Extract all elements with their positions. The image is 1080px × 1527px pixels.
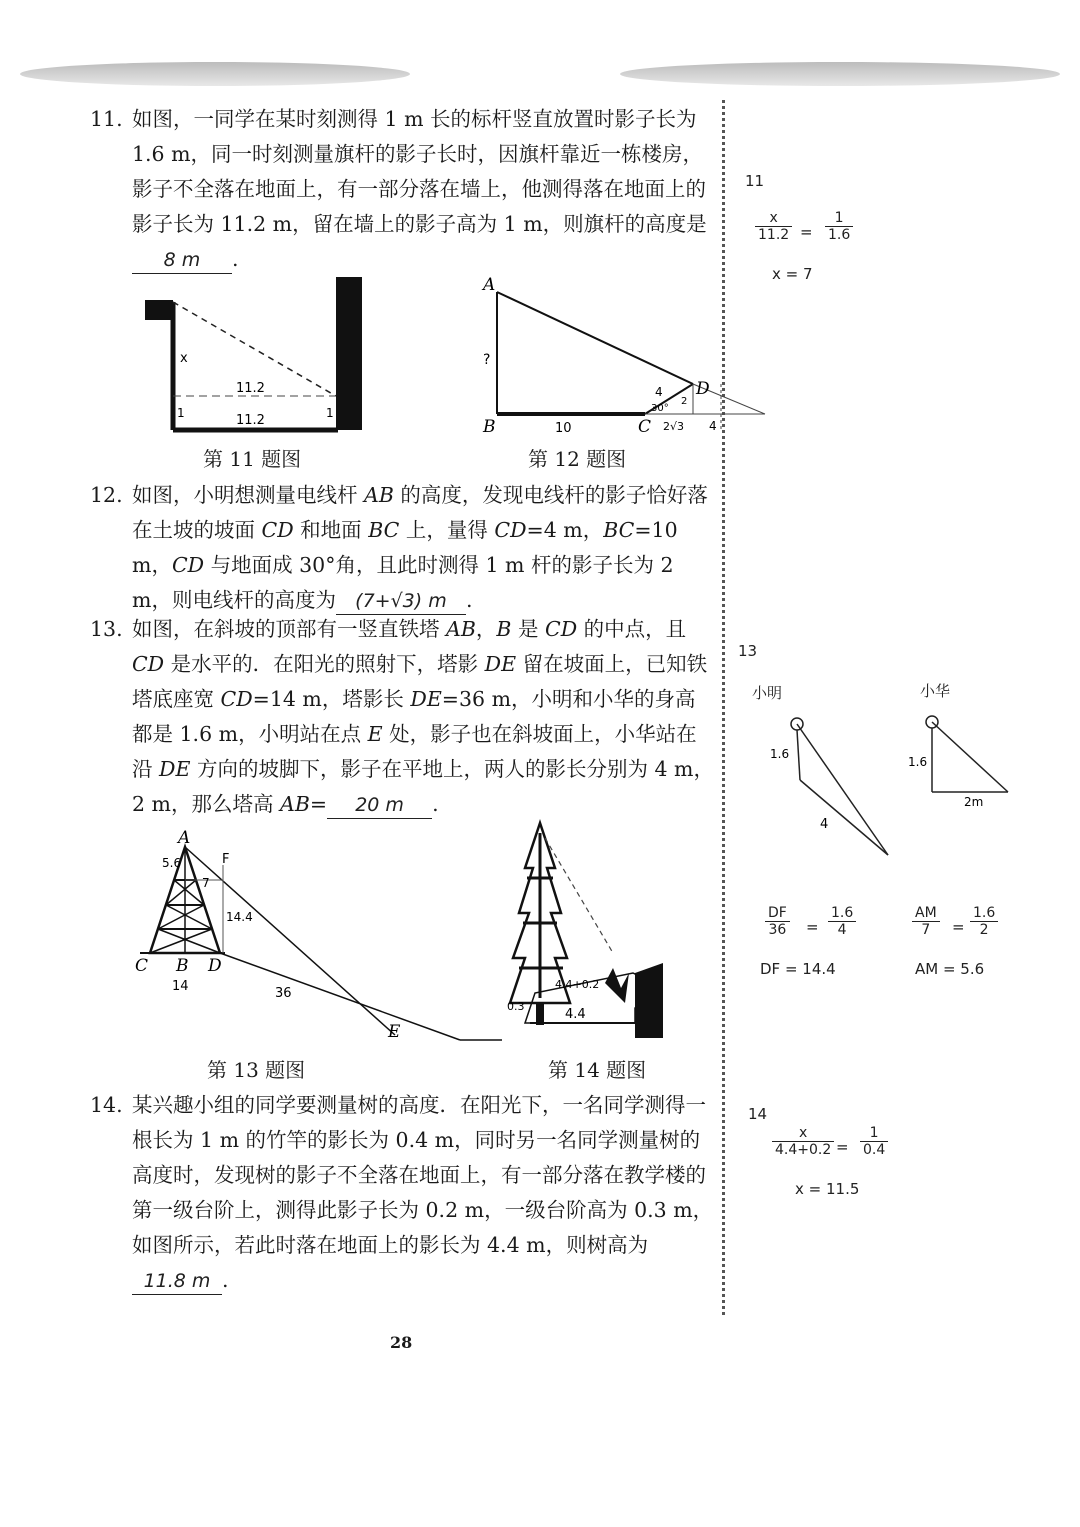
label-B: B [176,956,189,976]
note-11-2-bottom: 11.2 [236,413,265,428]
answer-blank: (7+√3) m [336,588,466,615]
label-C: C [135,956,149,976]
question-text: 如图，小明想测量电线杆 AB 的高度，发现电线杆的影子恰好落在土坡的坡面 CD 和地面 BC 上，量得 CD=4 m，BC=10 m，CD 与地面成 30°角，且此时测得 1 m 杆的影子长为 2 m，则电线杆的高度为 (7+√3) m . [132,478,715,618]
equals-sign: = [952,918,965,936]
person-body [797,730,800,780]
figure-11 [140,272,370,442]
note-14: 14 [172,979,189,994]
question-text: 如图，在斜坡的顶部有一竖直铁塔 AB，B 是 CD 的中点，且 CD 是水平的．在阳光的照射下，塔影 DE 留在坡面上，已知铁塔底座宽 CD=14 m，塔影长 DE=36 m，小明和小华的身高都是 1.6 m，小明站在点 E 处，影子也在斜坡面上，小华站在沿 DE 方向的坡脚下，影子在平地上，两人的影长分别为 4 m，2 m，那么塔高 AB= 20 m . [132,612,715,822]
margin-sketch-13 [760,710,1040,860]
fraction-numerator: 1.6 [970,905,998,922]
fraction-numerator: x [772,1125,834,1142]
margin-label-14: 14 [748,1105,768,1123]
note-14-4: 14.4 [226,910,253,924]
shadow-ray [932,722,1008,792]
question-end: . [232,247,239,271]
label-xiaohua: 小华 [920,682,951,700]
note-11-2-top: 11.2 [236,381,265,396]
note-h2: 1.6 [908,755,928,769]
margin-result: x = 11.5 [795,1180,860,1198]
question-number: 14. [90,1093,123,1117]
note-36: 36 [275,986,292,1001]
label-F: F [222,852,230,867]
question-end: . [222,1268,229,1292]
margin-result: x = 7 [772,265,813,283]
page-number: 28 [390,1333,413,1352]
note-5-6: 5.6 [162,856,182,870]
note-x: x [180,351,188,366]
fraction-denominator: 36 [768,922,787,938]
note-4-4: 4.4 [565,1007,586,1022]
fraction-denominator: 4.4+0.2 [775,1142,832,1158]
fraction-denominator: 2 [979,922,989,938]
margin-fraction [860,1125,888,1158]
ray-ad [497,292,693,384]
equals-sign: = [800,223,813,241]
margin-fraction [825,210,853,243]
tower-cross [150,929,212,953]
question-12 [90,478,715,618]
building-block [635,963,663,1038]
label-C: C [638,417,652,437]
caption-12: 第 12 题图 [528,447,627,471]
fraction-denominator: 0.4 [863,1142,886,1158]
question-end: . [432,792,439,816]
margin-fraction [772,1125,834,1158]
question-number: 11. [90,107,123,131]
note-30deg: 30° [651,403,669,414]
question-text: 某兴趣小组的同学要测量树的高度．在阳光下，一名同学测得一根长为 1 m 的竹竿的影长为 0.4 m，同时另一名同学测量树的高度时，发现树的影子不全落在地面上，有一部分落在教学楼的第一级台阶上，测得此影子长为 0.2 m，一级台阶高为 0.3 m，如图所示，若此时落在地面上的影长为 4.4 m，则树高为 [132,1093,714,1257]
fraction-numerator: 1 [825,210,853,227]
figure-13 [130,825,510,1050]
label-B: B [483,417,496,437]
scan-shadow-left [20,62,410,86]
question-end: . [465,588,473,612]
note-question: ? [483,352,491,368]
margin-fraction [755,210,792,243]
fraction-numerator: x [755,210,792,227]
answer-blank: 20 m [327,792,432,819]
question-11 [90,102,715,277]
fraction-numerator: 1 [860,1125,888,1142]
equals-sign: = [806,918,819,936]
label-D: D [208,956,222,976]
building-wall [336,277,362,430]
label-D: D [696,379,710,399]
note-0-3: 0.3 [507,1000,525,1013]
caption-11: 第 11 题图 [203,447,302,471]
fraction-denominator: 7 [921,922,931,938]
caption-14: 第 14 题图 [548,1058,647,1082]
note-2: 2 [681,396,688,407]
caption-13: 第 13 题图 [207,1058,306,1082]
note-4-right: 4 [709,419,717,433]
note-right-1: 1 [326,406,334,420]
margin-fraction [970,905,998,938]
fraction-denominator: 4 [837,922,847,938]
answer-blank: 11.8 m [132,1268,222,1295]
note-4: 4 [655,385,663,399]
question-text: 如图，一同学在某时刻测得 1 m 长的标杆竖直放置时影子长为 1.6 m，同一时刻测量旗杆的影子长时，因旗杆靠近一栋楼房，影子不全落在地面上，有一部分落在墙上，他测得落在地面上的影子长为 11.2 m，留在墙上的影子高为 1 m，则旗杆的高度是 [132,107,707,236]
label-E: E [388,1022,401,1042]
question-14 [90,1088,715,1298]
question-13 [90,612,715,822]
equals-sign: = [836,1138,849,1156]
note-h1: 1.6 [770,747,790,761]
note-s2: 2m [964,795,984,809]
bush [605,968,629,1003]
margin-fraction [828,905,856,938]
tower-cross [158,929,220,953]
fraction-numerator: 1.6 [828,905,856,922]
margin-result: AM = 5.6 [915,960,985,978]
answer-blank: 8 m [132,247,232,274]
fraction-numerator: DF [765,905,790,922]
fraction-denominator: 1.6 [828,227,851,243]
label-A: A [178,828,191,848]
figure-12 [475,272,775,442]
margin-label-13: 13 [738,642,758,660]
flagpole-top [145,300,173,320]
note-7: 7 [202,876,210,890]
question-number: 12. [90,483,123,507]
note-4-4-plus: 4.4+0.2 [555,978,600,991]
slope-de [220,953,460,1040]
margin-result: DF = 14.4 [760,960,836,978]
note-left-1: 1 [177,406,185,420]
note-2r3: 2√3 [663,420,685,433]
fraction-denominator: 11.2 [758,227,790,243]
tree-trunk [536,1003,544,1025]
fraction-numerator: AM [912,905,940,922]
scan-shadow-right [620,62,1060,86]
label-xiaoming: 小明 [752,684,783,702]
figure-14 [505,818,675,1040]
margin-label-11: 11 [745,172,765,190]
label-A: A [483,275,496,295]
margin-fraction [912,905,940,938]
note-10: 10 [555,421,572,436]
note-s1: 4 [820,817,829,832]
question-number: 13. [90,617,123,641]
margin-fraction [765,905,790,938]
